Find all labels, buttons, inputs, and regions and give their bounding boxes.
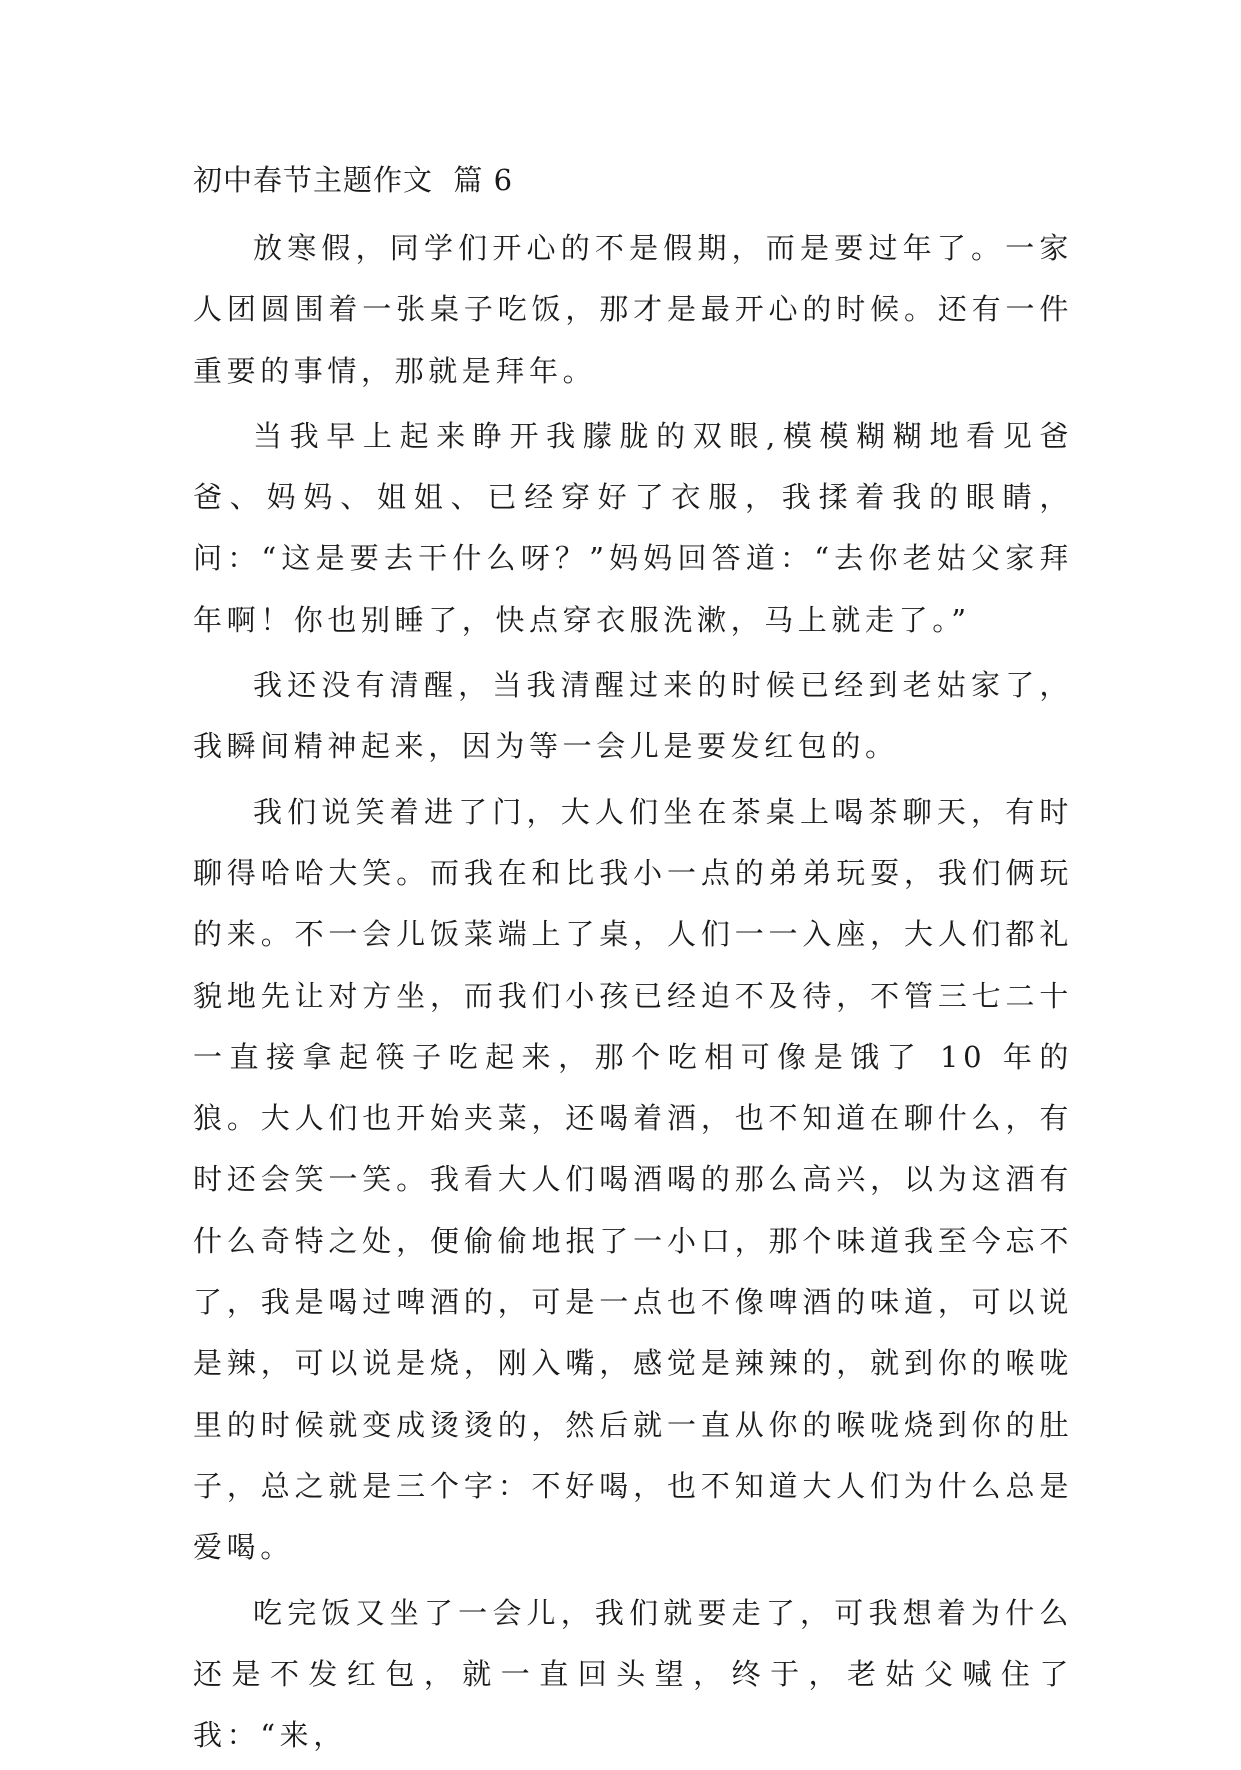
paragraph-1: 放寒假，同学们开心的不是假期，而是要过年了。一家人团圆围着一张桌子吃饭，那才是最开心的时候。还有一件重要的事情，那就是拜年。 [193,231,1073,388]
paragraph-2: 当我早上起来睁开我朦胧的双眼,模模糊糊地看见爸爸、妈妈、姐姐、已经穿好了衣服，我揉着我的眼睛，问：“这是要去干什么呀？”妈妈回答道：“去你老姑父家拜年啊！你也别睡了，快点穿衣服洗漱，马上就走了。” [193,418,1073,637]
document-title: 初中春节主题作文 篇 6 [193,163,514,197]
paragraph-5: 吃完饭又坐了一会儿，我们就要走了，可我想着为什么还是不发红包，就一直回头望，终于，老姑父喊住了我：“来， [193,1595,1073,1753]
document-body [193,160,1073,1770]
paragraph-4: 我们说笑着进了门，大人们坐在茶桌上喝茶聊天，有时聊得哈哈大笑。而我在和比我小一点的弟弟玩耍，我们俩玩的来。不一会儿饭菜端上了桌，人们一一入座，大人们都礼貌地先让对方坐，而我们小孩已经迫不及待，不管三七二十一直接拿起筷子吃起来，那个吃相可像是饿了 10 年的狼。大人们也开始夹菜，还喝着酒，也不知道在聊什么，有时还会笑一笑。我看大人们喝酒喝的那么高兴，以为这酒有什么奇特之处，便偷偷地抿了一小口，那个味道我至今忘不了，我是喝过啤酒的，可是一点也不像啤酒的味道，可以说是辣，可以说是烧，刚入嘴，感觉是辣辣的，就到你的喉咙里的时候就变成烫烫的，然后就一直从你的喉咙烧到你的肚子，总之就是三个字：不好喝，也不知道大人们为什么总是爱喝。 [193,794,1073,1565]
paragraph-3: 我还没有清醒，当我清醒过来的时候已经到老姑家了，我瞬间精神起来，因为等一会儿是要发红包的。 [193,668,1073,764]
